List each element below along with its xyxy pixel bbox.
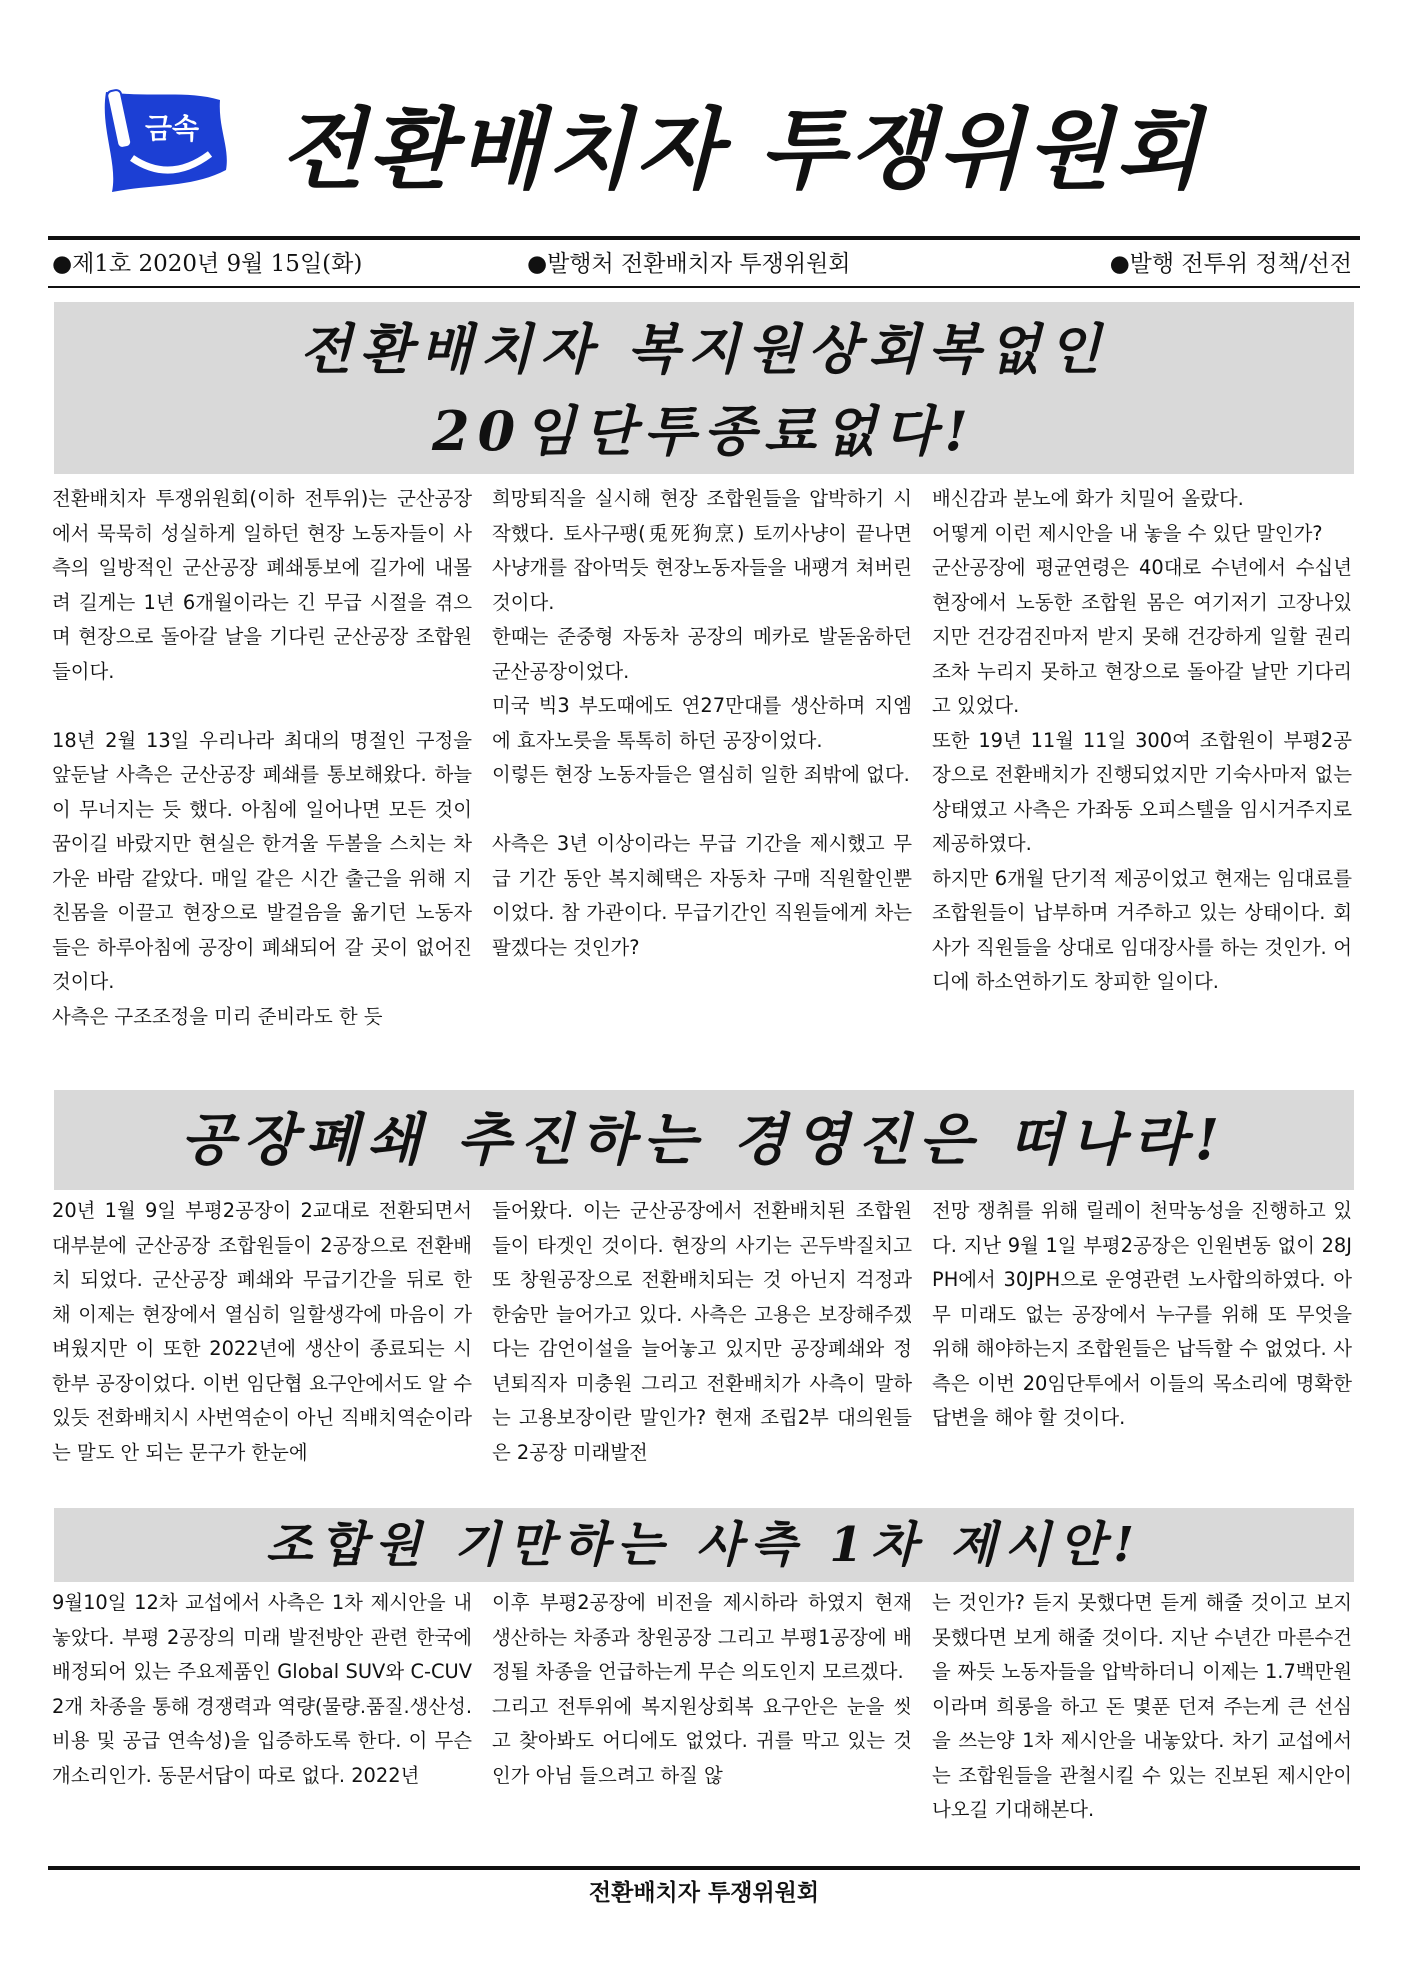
section2-column-3 <box>932 1194 1352 1436</box>
info-rule <box>48 286 1360 288</box>
paragraph: 어떻게 이런 제시안을 내 놓을 수 있단 말인가? <box>932 521 1323 545</box>
paragraph: 18년 2월 13일 우리나라 최대의 명절인 구정을 앞둔날 사측은 군산공장 폐쇄를 통보해왔다. 하늘이 무너지는 듯 했다. 아침에 일어나면 모든 것이 꿈이길 바랐지만 현실은 한겨울 두볼을 스치는 차가운 바람 같았다. 매일 같은 시간 출근을 위해 지친몸을 이끌고 현장으로 발걸음을 옮기던 노동자들은 하루아침에 공장이 폐쇄되어 갈 곳이 없어진 것이다. <box>52 728 472 993</box>
paragraph: 미국 빅3 부도때에도 연27만대를 생산하며 지엠에 효자노릇을 톡톡히 하던 공장이었다. <box>492 694 912 752</box>
masthead-rule <box>48 236 1360 240</box>
masthead-title: 전환배치자 투쟁위원회 <box>280 97 1205 201</box>
headline-band-1 <box>54 302 1354 474</box>
paragraph: 는 것인가? 듣지 못했다면 듣게 해줄 것이고 보지 못했다면 보게 해줄 것이다. 지난 수년간 마른수건을 짜듯 노동자들을 압박하더니 이제는 1.7백만원이라며 희롱을 하고 돈 몇푼 던져 주는게 큰 선심을 쓰는양 1차 제시안을 내놓았다. 차기 교섭에서는 조합원들을 관철시킬 수 있는 진보된 제시안이 나오길 기대해본다. <box>932 1591 1352 1821</box>
paragraph: 한때는 준중형 자동차 공장의 메카로 발돋움하던 군산공장이었다. <box>492 625 912 683</box>
paragraph: 희망퇴직을 실시해 현장 조합원들을 압박하기 시작했다. 토사구팽(兎死狗烹) 토끼사냥이 끝나면 사냥개를 잡아먹듯 현장노동자들을 내팽겨 쳐버린 것이다. <box>492 487 912 614</box>
union-logo <box>92 88 242 198</box>
paragraph: 또한 19년 11월 11일 300여 조합원이 부평2공장으로 전환배치가 진행되었지만 기숙사마저 없는 상태였고 사측은 가좌동 오피스텔을 임시거주지로 제공하였다. <box>932 728 1352 855</box>
paragraph: 9월10일 12차 교섭에서 사측은 1차 제시안을 내놓았다. 부평 2공장의 미래 발전방안 관련 한국에 배정되어 있는 주요제품인 Global SUV와 C-CUV 2개 차종을 통해 경쟁력과 역량(물량.품질.생산성.비용 및 공급 연속성)을 입증하도록 한다. 이 무슨 개소리인가. 동문서답이 따로 없다. 2022년 <box>52 1591 472 1787</box>
paragraph: 전망 쟁취를 위해 릴레이 천막농성을 진행하고 있다. 지난 9월 1일 부평2공장은 인원변동 없이 28JPH에서 30JPH으로 운영관련 노사합의하였다. 아무 미래도 없는 공장에서 누구를 위해 또 무엇을 위해 해야하는지 조합원들은 납득할 수 없었다. 사측은 이번 20임단투에서 이들의 목소리에 명확한 답변을 해야 할 것이다. <box>932 1199 1352 1429</box>
section2-column-1 <box>52 1194 472 1470</box>
headline-band-3 <box>54 1508 1354 1582</box>
info-bar <box>52 247 1352 281</box>
paragraph: 전환배치자 투쟁위원회(이하 전투위)는 군산공장에서 묵묵히 성실하게 일하던 현장 노동자들이 사측의 일방적인 군산공장 폐쇄통보에 길가에 내몰려 길게는 1년 6개월이라는 긴 무급 시절을 겪으며 현장으로 돌아갈 날을 기다린 군산공장 조합원들이다. <box>52 487 472 683</box>
section3-column-2 <box>492 1586 912 1793</box>
headline-1-line1: 전환배치자 복지원상회복없인 <box>299 317 1109 381</box>
paragraph: 사측은 구조조정을 미리 준비라도 한 듯 <box>52 1004 383 1028</box>
publisher-info: ●발행처 전환배치자 투쟁위원회 <box>527 251 851 277</box>
logo-text: 금속 <box>144 112 200 145</box>
paragraph: 그리고 전투위에 복지원상회복 요구안은 눈을 씻고 찾아봐도 어디에도 없었다. 귀를 막고 있는 것인가 아님 들으려고 하질 않 <box>492 1694 912 1787</box>
headline-1-line2: 20임단투종료없다! <box>432 399 976 463</box>
headline-band-2 <box>54 1090 1354 1190</box>
headline-3: 조합원 기만하는 사측 1차 제시안! <box>265 1517 1143 1573</box>
paragraph: 20년 1월 9일 부평2공장이 2교대로 전환되면서 대부분에 군산공장 조합원들이 2공장으로 전환배치 되었다. 군산공장 폐쇄와 무급기간을 뒤로 한 채 이제는 현장에서 열심히 일할생각에 마음이 가벼웠지만 이 또한 2022년에 생산이 종료되는 시한부 공장이었다. 이번 임단협 요구안에서도 알 수 있듯 전화배치시 사번역순이 아닌 직배치역순이라는 말도 안 되는 문구가 한눈에 <box>52 1199 472 1464</box>
section3-column-1 <box>52 1586 472 1793</box>
section1-column-2 <box>492 482 912 965</box>
issue-info: ●제1호 2020년 9월 15일(화) <box>52 251 363 277</box>
headline-2: 공장폐쇄 추진하는 경영진은 떠나라! <box>180 1107 1228 1173</box>
footer-rule <box>48 1866 1360 1870</box>
paragraph: 사측은 3년 이상이라는 무급 기간을 제시했고 무급 기간 동안 복지혜택은 자동차 구매 직원할인뿐이었다. 참 가관이다. 무급기간인 직원들에게 차는 팔겠다는 것인가? <box>492 832 912 959</box>
section3-column-3 <box>932 1586 1352 1828</box>
paragraph: 이후 부평2공장에 비전을 제시하라 하였지 현재 생산하는 차종과 창원공장 그리고 부평1공장에 배정될 차종을 언급하는게 무슨 의도인지 모르겠다. <box>492 1591 912 1683</box>
section2-column-2 <box>492 1194 912 1470</box>
publish-info: ●발행 전투위 정책/선전 <box>1109 251 1352 277</box>
paragraph: 하지만 6개월 단기적 제공이었고 현재는 임대료를 조합원들이 납부하며 거주하고 있는 상태이다. 회사가 직원들을 상대로 임대장사를 하는 것인가. 어디에 하소연하기도 창피한 일이다. <box>932 866 1352 993</box>
footer-text: 전환배치자 투쟁위원회 <box>588 1880 820 1906</box>
paragraph: 이렇든 현장 노동자들은 열심히 일한 죄밖에 없다. <box>492 763 910 786</box>
paragraph: 들어왔다. 이는 군산공장에서 전환배치된 조합원들이 타겟인 것이다. 현장의 사기는 곤두박질치고 또 창원공장으로 전환배치되는 것 아닌지 걱정과 한숨만 늘어가고 있다. 사측은 고용은 보장해주겠다는 감언이설을 늘어놓고 있지만 공장폐쇄와 정년퇴직자 미충원 그리고 전환배치가 사측이 말하는 고용보장이란 말인가? 현재 조립2부 대의원들은 2공장 미래발전 <box>492 1199 912 1464</box>
section1-column-3 <box>932 482 1352 1000</box>
paragraph: 군산공장에 평균연령은 40대로 수년에서 수십년 현장에서 노동한 조합원 몸은 여기저기 고장나있지만 건강검진마저 받지 못해 건강하게 일할 권리조차 누리지 못하고 현장으로 돌아갈 날만 기다리고 있었다. <box>932 556 1352 717</box>
paragraph: 배신감과 분노에 화가 치밀어 올랐다. <box>932 487 1244 510</box>
section1-column-1 <box>52 482 472 1034</box>
